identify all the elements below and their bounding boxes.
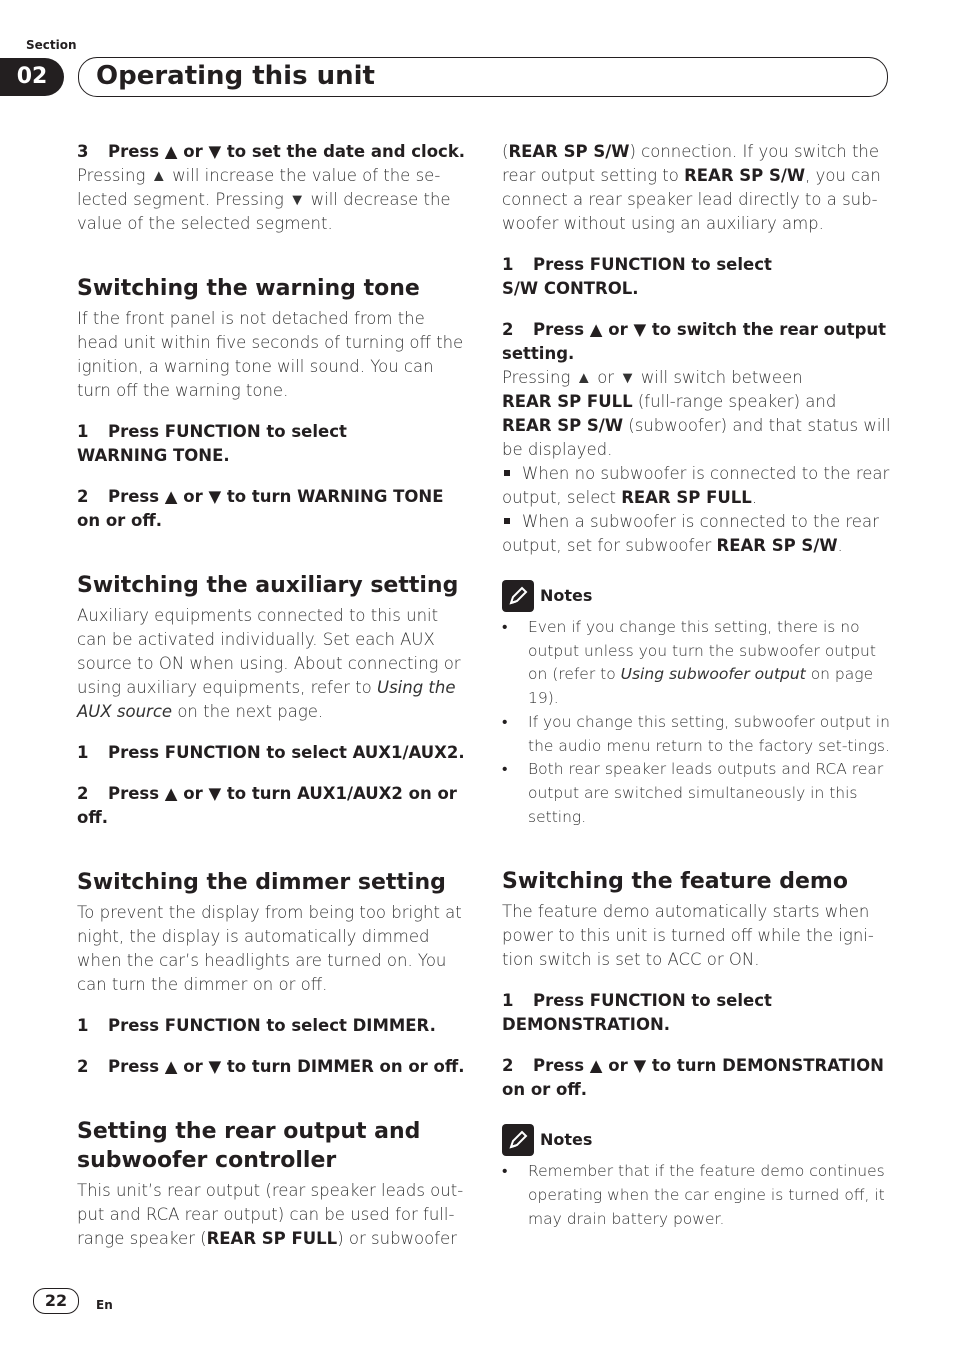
notes-header — [502, 1124, 892, 1156]
language-code: En — [96, 1298, 113, 1312]
notes-label: Notes — [540, 1130, 593, 1150]
dimmer-body: To prevent the display from being too bright at night, the display is automatically dimmed when the car’s headlights are turned on. You can turn the dimmer on or off. — [77, 903, 462, 994]
date-body: Pressing ▲ will increase the value of the se-lected segment. Pressing ▼ will decrease the value of the selected segment. — [77, 166, 451, 233]
section-number-badge: 02 — [0, 58, 64, 96]
heading-warning-tone: Switching the warning tone — [77, 276, 420, 301]
pencil-note-icon — [502, 580, 534, 612]
section-label: Section — [26, 38, 77, 52]
dimmer-step-2: 2 Press ▲ or ▼ to turn DIMMER on or off. — [77, 1057, 465, 1076]
heading-dimmer: Switching the dimmer setting — [77, 870, 446, 895]
heading-rear-output: Setting the rear output and subwoofer controller — [77, 1119, 421, 1173]
note-item: • Even if you change this setting, there is no output unless you turn the subwoofer output on (refer to Using subwoofer output on page 19). — [502, 616, 892, 711]
note-item: • Both rear speaker leads outputs and RCA rear output are switched simultaneously in this setting. — [502, 758, 892, 829]
square-bullet-icon — [504, 518, 510, 524]
demo-step-1: 1 Press FUNCTION to select DEMONSTRATION. — [502, 991, 772, 1035]
rear-bullet-2: When a subwoofer is connected to the rear output, set for subwoofer REAR SP S/W. — [502, 512, 879, 555]
right-column — [502, 140, 892, 1231]
heading-feature-demo: Switching the feature demo — [502, 869, 848, 895]
page-title: Operating this unit — [96, 61, 375, 91]
rear-step-2-body: Pressing ▲ or ▼ will switch between REAR SP FULL (full-range speaker) and REAR SP S/W (subwoofer) and that status will be displayed. — [502, 368, 891, 459]
demo-step-2: 2 Press ▲ or ▼ to turn DEMONSTRATION on or off. — [502, 1056, 884, 1100]
rear-step-1: 1 Press FUNCTION to select S/W CONTROL. — [502, 255, 772, 298]
demo-body: The feature demo automatically starts when power to this unit is turned off while the igni-tion switch is set to ACC or ON. — [502, 902, 874, 970]
pencil-note-icon — [502, 1124, 534, 1156]
aux-step-2: 2 Press ▲ or ▼ to turn AUX1/AUX2 on or off. — [77, 784, 457, 827]
warning-step-1: 1 Press FUNCTION to select WARNING TONE. — [77, 422, 347, 465]
left-column — [77, 140, 469, 1251]
notes-header — [502, 580, 892, 612]
subwoofer-xref: Using subwoofer output — [620, 665, 806, 684]
heading-auxiliary: Switching the auxiliary setting — [77, 573, 459, 598]
rear-body: This unit’s rear output (rear speaker leads out-put and RCA rear output) can be used for full-range speaker (REAR SP FULL) or subwoofer — [77, 1181, 464, 1248]
page-number: 22 — [33, 1288, 79, 1314]
aux-body: Auxiliary equipments connected to this unit can be activated individually. Set each AUX source to ON when using. About connecting or using auxiliary equipments, refer to Using the AUX source on the next page. — [77, 606, 461, 721]
note-item: • Remember that if the feature demo continues operating when the car engine is turned off, it may drain battery power. — [502, 1160, 892, 1231]
warning-step-2: 2 Press ▲ or ▼ to turn WARNING TONE on or off. — [77, 487, 444, 530]
dimmer-step-1: 1 Press FUNCTION to select DIMMER. — [77, 1016, 436, 1035]
rear-step-2: 2 Press ▲ or ▼ to switch the rear output setting. — [502, 320, 887, 363]
aux-xref: Using the AUX source — [77, 678, 456, 721]
note-item: • If you change this setting, subwoofer output in the audio menu return to the factory set-tings. — [502, 711, 892, 758]
notes-label: Notes — [540, 586, 593, 605]
square-bullet-icon — [504, 470, 510, 476]
rear-body-continued: (REAR SP S/W) connection. If you switch the rear output setting to REAR SP S/W, you can connect a rear speaker lead directly to a sub-woofer without using an auxiliary amp. — [502, 142, 881, 233]
notes-list — [502, 616, 892, 829]
aux-step-1: 1 Press FUNCTION to select AUX1/AUX2. — [77, 743, 465, 762]
step-3-date: 3 Press ▲ or ▼ to set the date and clock. — [77, 142, 466, 161]
notes-list — [502, 1160, 892, 1231]
warning-body: If the front panel is not detached from the head unit within five seconds of turning off the ignition, a warning tone will sound. You can turn off the warning tone. — [77, 309, 464, 400]
rear-bullet-1: When no subwoofer is connected to the rear output, select REAR SP FULL. — [502, 464, 890, 507]
